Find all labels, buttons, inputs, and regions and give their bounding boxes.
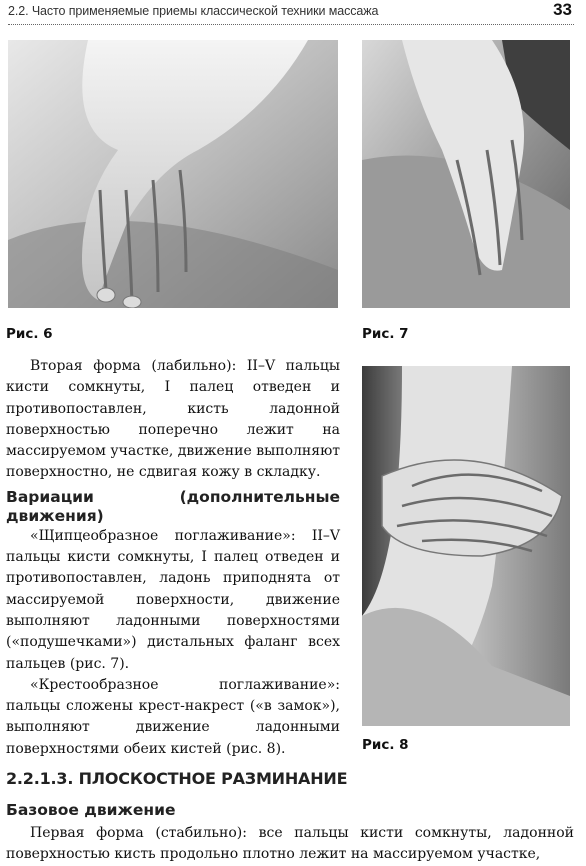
variations-heading: Вариации (дополнительные движения) (6, 487, 340, 525)
section-title: 2.2.1.3. ПЛОСКОСТНОЕ РАЗМИНАНИЕ (6, 769, 348, 788)
left-column-text (6, 356, 340, 760)
paragraph-cross-stroking: «Крестообразное поглаживание»: пальцы сложены крест-накрест («в замок»), выполняют движение ладонными поверхностями обеих кистей (рис. 8). (6, 676, 340, 757)
paragraph-first-form: Первая форма (стабильно): все пальцы кисти сомкнуты, ладонной поверхностью кисть продольно плотно лежит на массируемом участке, (6, 825, 574, 863)
figure-7-caption: Рис. 7 (362, 326, 409, 342)
figure-6-photo (8, 40, 338, 308)
page-number: 33 (553, 0, 572, 19)
subsection-title: Базовое движение (6, 801, 176, 819)
figure-8-photo (362, 366, 570, 726)
paragraph-second-form: Вторая форма (лабильно): II–V пальцы кисти сомкнуты, I палец отведен и противопоставлен, кисть ладонной поверхностью поперечно лежит на массируемом участке, движение выполняют поверхностно, не сдвигая кожу в складку. (6, 358, 340, 481)
paragraph-pinch-stroking: «Щипцеобразное поглаживание»: II–V пальцы кисти сомкнуты, I палец отведен и противопоставлен, ладонь приподнята от массируемой поверхности, движение выполняют ладонными поверхностями («подушечками») дистальных фаланг всех пальцев (рис. 7). (6, 527, 340, 672)
running-header (8, 0, 574, 25)
figure-7-photo (362, 40, 570, 308)
figure-6-caption: Рис. 6 (6, 326, 53, 342)
figure-8-caption: Рис. 8 (362, 737, 409, 753)
running-title: 2.2. Часто применяемые приемы классической техники массажа (8, 4, 379, 18)
full-width-text (6, 823, 574, 866)
